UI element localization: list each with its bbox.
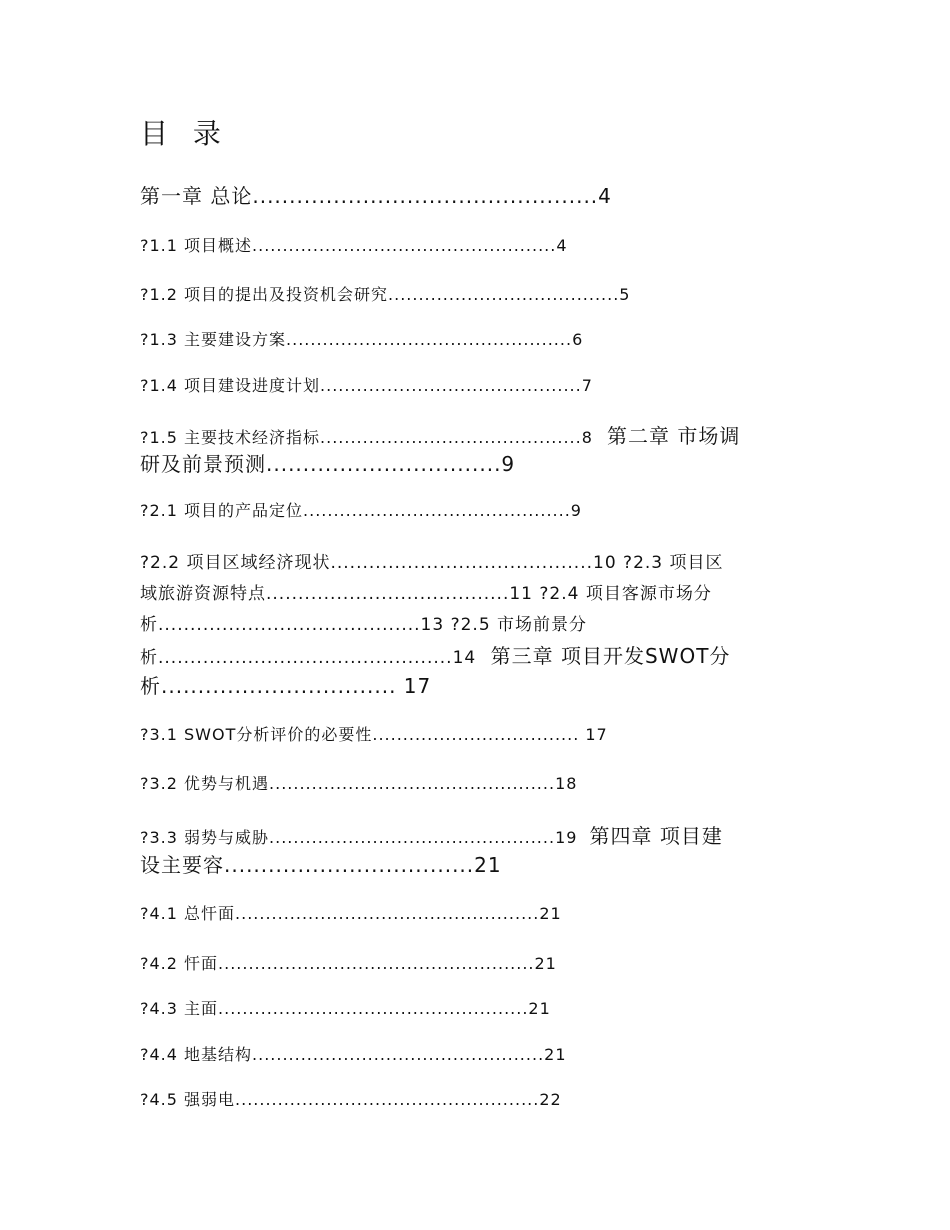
toc-section-1-4[interactable]: ?1.4 项目建设进度计划...........................................7 (140, 376, 593, 395)
toc-section-2-5[interactable] (140, 640, 730, 669)
toc-section-3-1[interactable]: ?3.1 SWOT分析评价的必要性.................................. 17 (140, 725, 608, 744)
toc-chapter-3-head[interactable]: 第三章 项目开发SWOT分 (490, 644, 731, 668)
toc-chapter-2-tail[interactable]: 研及前景预测................................9 (140, 452, 516, 476)
toc-section-1-5[interactable] (140, 420, 740, 449)
toc-chapter-2-head[interactable]: 第二章 市场调 (607, 424, 741, 448)
toc-section-2-1[interactable]: ?2.1 项目的产品定位............................................9 (140, 501, 582, 520)
toc-section-1-3[interactable]: ?1.3 主要建设方案...............................................6 (140, 330, 584, 349)
toc-section-4-1[interactable]: ?4.1 总忓面..................................................21 (140, 904, 562, 923)
toc-section-1-5-text: ?1.5 主要技术经济指标...........................................8 (140, 428, 593, 447)
toc-section-2-3[interactable]: 域旅游资源特点......................................11 ?2.4 项目客源市场分 (140, 584, 712, 604)
toc-section-3-3-text: ?3.3 弱势与威胁...............................................19 (140, 828, 578, 847)
toc-section-4-4[interactable]: ?4.4 地基结构................................................21 (140, 1045, 567, 1064)
toc-chapter-1[interactable]: 第一章 总论...............................................4 (140, 184, 612, 208)
toc-section-3-2[interactable]: ?3.2 优势与机遇...............................................18 (140, 774, 578, 793)
toc-section-4-2[interactable]: ?4.2 忓面....................................................21 (140, 954, 557, 973)
toc-chapter-3-tail[interactable]: 析................................ 17 (140, 674, 432, 698)
toc-section-3-3[interactable] (140, 820, 723, 849)
toc-section-1-1[interactable]: ?1.1 项目概述..................................................4 (140, 236, 568, 255)
toc-section-1-2[interactable]: ?1.2 项目的提出及投资机会研究......................................5 (140, 285, 631, 304)
toc-section-2-4[interactable]: 析.........................................13 ?2.5 市场前景分 (140, 615, 588, 635)
toc-section-2-2[interactable]: ?2.2 项目区域经济现状.........................................10 ?2.3 项目区 (140, 553, 724, 573)
toc-section-4-3[interactable]: ?4.3 主面...................................................21 (140, 999, 551, 1018)
toc-chapter-4-tail[interactable]: 设主要容..................................21 (140, 853, 502, 877)
toc-chapter-4-head[interactable]: 第四章 项目建 (589, 824, 723, 848)
toc-title: 目 录 (140, 117, 229, 150)
toc-section-2-5-text: 析..............................................14 (140, 648, 477, 668)
toc-section-4-5[interactable]: ?4.5 强弱电..................................................22 (140, 1090, 562, 1109)
